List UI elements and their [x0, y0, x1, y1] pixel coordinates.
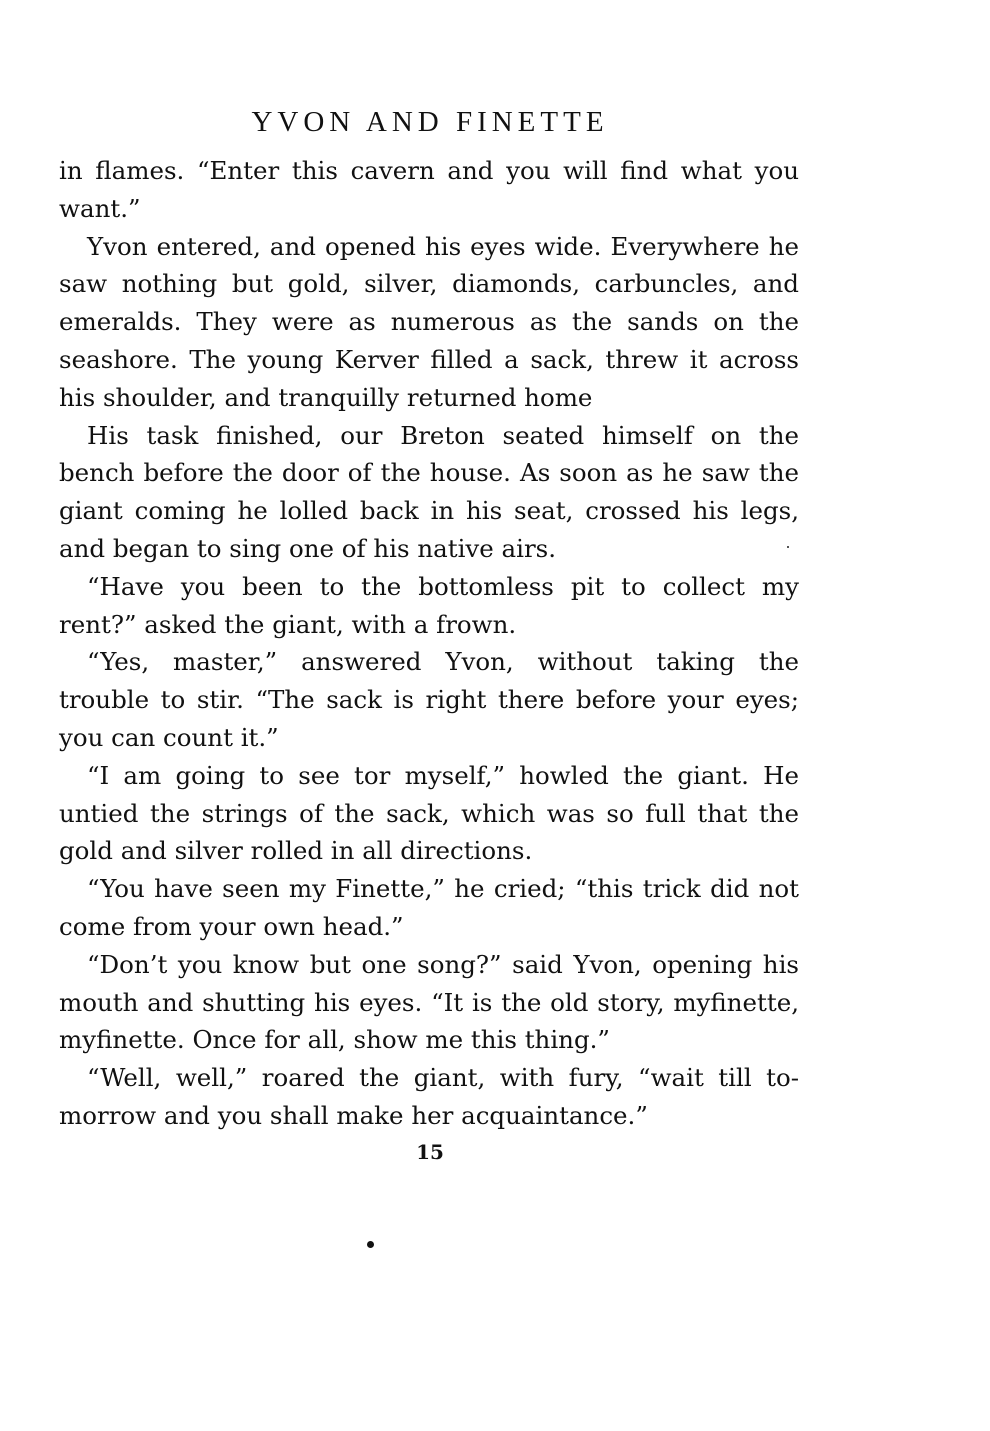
paragraph: His task finished, our Breton seated himself on the bench before the door of the house. As soon as he saw the giant coming he lolled back in his seat, crossed his legs, and began to sing one of his native airs. — [59, 420, 799, 563]
paragraph: “Have you been to the bottomless pit to collect my rent?” asked the giant, with a frown. — [59, 571, 799, 639]
paragraph: “You have seen my Finette,” he cried; “this trick did not come from your own head.” — [59, 874, 799, 941]
paragraph: “Don’t you know but one song?” said Yvon, opening his mouth and shutting his eyes. “It is the old story, myfinette, myfinette. Once for all, show me this thing.” — [59, 949, 799, 1055]
ink-speck-small — [787, 546, 789, 548]
paragraph-continuation: in flames. “Enter this cavern and you will find what you want.” — [59, 156, 799, 223]
paragraph: “Well, well,” roared the giant, with fury, “wait till tomorrow and you shall make her acquaintance.” — [59, 1063, 799, 1130]
running-head: YVON AND FINETTE — [251, 106, 609, 138]
ink-speck — [367, 1241, 374, 1248]
paragraph: “I am going to see tor myself,” howled the giant. He untied the strings of the sack, which was so full that the gold and silver rolled in all directions. — [59, 760, 799, 866]
page-number: 15 — [416, 1140, 444, 1164]
body-text — [59, 152, 799, 1135]
paragraph: “Yes, master,” answered Yvon, without taking the trouble to stir. “The sack is right there before your eyes; you can count it.” — [59, 647, 799, 752]
paragraph: Yvon entered, and opened his eyes wide. Everywhere he saw nothing but gold, silver, diamonds, carbuncles, and emeralds. They were as numerous as the sands on the seashore. The young Kerver filled a sack, threw it across his shoulder, and tranquilly returned home — [59, 231, 799, 412]
